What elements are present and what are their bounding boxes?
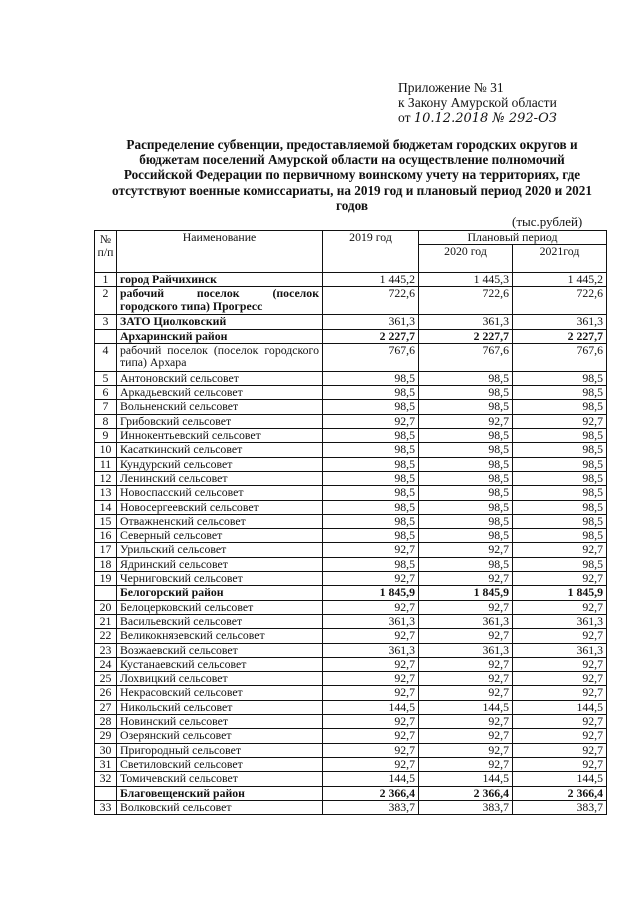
value-2019: 98,5 [323,443,419,457]
value-2021: 92,7 [513,543,607,557]
row-number: 2 [95,287,117,315]
row-number: 15 [95,514,117,528]
table-district-row [95,586,607,600]
row-name: Новинский сельсовет [117,715,323,729]
row-name: город Райчихинск [117,273,323,287]
table-row [95,471,607,485]
value-2019: 92,7 [323,600,419,614]
row-number: 1 [95,273,117,287]
value-2021: 722,6 [513,287,607,315]
value-2019: 383,7 [323,800,419,814]
value-2019: 722,6 [323,287,419,315]
value-2020: 92,7 [419,600,513,614]
row-name: Грибовский сельсовет [117,414,323,428]
row-name: Кустанаевский сельсовет [117,657,323,671]
table-row [95,386,607,400]
row-number: 22 [95,629,117,643]
value-2021: 92,7 [513,715,607,729]
value-2021: 92,7 [513,572,607,586]
value-2020: 98,5 [419,400,513,414]
value-2021: 144,5 [513,772,607,786]
row-number: 27 [95,700,117,714]
row-name: Урильский сельсовет [117,543,323,557]
table-district-row [95,786,607,800]
table-row [95,643,607,657]
row-name: ЗАТО Циолковский [117,315,323,329]
value-2021: 98,5 [513,500,607,514]
table-row [95,772,607,786]
value-2020: 722,6 [419,287,513,315]
header-2021: 2021год [513,245,607,273]
value-2021: 98,5 [513,486,607,500]
value-2020: 767,6 [419,343,513,371]
table-row [95,343,607,371]
value-2019: 98,5 [323,471,419,485]
value-2019: 144,5 [323,700,419,714]
row-name: Черниговский сельсовет [117,572,323,586]
table-row [95,672,607,686]
value-2020: 98,5 [419,371,513,385]
table-row [95,629,607,643]
value-2019: 98,5 [323,429,419,443]
table-row [95,557,607,571]
value-2020: 98,5 [419,514,513,528]
value-2020: 1 845,9 [419,586,513,600]
value-2019: 92,7 [323,715,419,729]
value-2019: 98,5 [323,457,419,471]
value-2019: 92,7 [323,414,419,428]
table-row [95,514,607,528]
appendix-block [398,80,557,126]
row-number: 23 [95,643,117,657]
row-number: 32 [95,772,117,786]
value-2019: 1 845,9 [323,586,419,600]
value-2019: 92,7 [323,543,419,557]
value-2021: 1 845,9 [513,586,607,600]
value-2019: 98,5 [323,557,419,571]
value-2020: 92,7 [419,757,513,771]
row-name: Васильевский сельсовет [117,614,323,628]
value-2021: 361,3 [513,643,607,657]
value-2019: 98,5 [323,529,419,543]
value-2019: 92,7 [323,572,419,586]
value-2020: 98,5 [419,457,513,471]
value-2021: 92,7 [513,629,607,643]
row-number: 30 [95,743,117,757]
value-2019: 2 227,7 [323,329,419,343]
value-2019: 92,7 [323,672,419,686]
table-row [95,600,607,614]
table-row [95,715,607,729]
value-2021: 383,7 [513,800,607,814]
value-2020: 2 227,7 [419,329,513,343]
value-2020: 92,7 [419,543,513,557]
value-2021: 92,7 [513,729,607,743]
value-2021: 98,5 [513,514,607,528]
value-2020: 361,3 [419,614,513,628]
value-2019: 2 366,4 [323,786,419,800]
row-number: 9 [95,429,117,443]
row-number: 26 [95,686,117,700]
value-2020: 98,5 [419,557,513,571]
value-2020: 92,7 [419,572,513,586]
value-2021: 1 445,2 [513,273,607,287]
row-number: 16 [95,529,117,543]
value-2020: 92,7 [419,657,513,671]
table-body [95,273,607,815]
row-name: Архаринский район [117,329,323,343]
table-row [95,287,607,315]
value-2019: 92,7 [323,729,419,743]
row-number: 25 [95,672,117,686]
row-name: Светиловский сельсовет [117,757,323,771]
value-2020: 92,7 [419,686,513,700]
table-row [95,457,607,471]
table-row [95,414,607,428]
table-row [95,443,607,457]
value-2019: 98,5 [323,371,419,385]
value-2021: 361,3 [513,315,607,329]
table-row [95,686,607,700]
value-2020: 98,5 [419,386,513,400]
appendix-date-prefix: от [398,110,411,125]
value-2019: 98,5 [323,486,419,500]
table-row [95,371,607,385]
value-2021: 2 227,7 [513,329,607,343]
table-row [95,315,607,329]
value-2019: 361,3 [323,315,419,329]
row-name: Антоновский сельсовет [117,371,323,385]
row-name: Аркадьевский сельсовет [117,386,323,400]
table-row [95,700,607,714]
value-2020: 92,7 [419,729,513,743]
value-2020: 98,5 [419,443,513,457]
value-2020: 98,5 [419,429,513,443]
row-number: 13 [95,486,117,500]
table-row [95,500,607,514]
row-name: Вольненский сельсовет [117,400,323,414]
appendix-date-line [398,110,557,126]
row-name: Волковский сельсовет [117,800,323,814]
row-number: 14 [95,500,117,514]
value-2019: 98,5 [323,514,419,528]
table-row [95,743,607,757]
value-2020: 1 445,3 [419,273,513,287]
appendix-law: к Закону Амурской области [398,95,557,110]
value-2019: 98,5 [323,400,419,414]
value-2019: 92,7 [323,629,419,643]
row-number: 19 [95,572,117,586]
row-number: 5 [95,371,117,385]
value-2020: 92,7 [419,743,513,757]
value-2019: 361,3 [323,614,419,628]
value-2021: 98,5 [513,457,607,471]
appendix-number: Приложение № 31 [398,80,504,95]
value-2019: 92,7 [323,686,419,700]
units-label: (тыс.рублей) [512,214,583,229]
table-row [95,757,607,771]
row-number: 18 [95,557,117,571]
row-number: 24 [95,657,117,671]
table-row [95,543,607,557]
row-name: Некрасовский сельсовет [117,686,323,700]
row-name: Благовещенский район [117,786,323,800]
value-2019: 98,5 [323,500,419,514]
row-number: 8 [95,414,117,428]
row-name: Томичевский сельсовет [117,772,323,786]
value-2019: 92,7 [323,743,419,757]
value-2021: 92,7 [513,743,607,757]
value-2021: 361,3 [513,614,607,628]
value-2020: 98,5 [419,471,513,485]
row-name: Ядринский сельсовет [117,557,323,571]
table-row [95,729,607,743]
value-2019: 92,7 [323,657,419,671]
table-row [95,657,607,671]
row-name: Кундурский сельсовет [117,457,323,471]
value-2020: 92,7 [419,629,513,643]
value-2021: 767,6 [513,343,607,371]
row-number: 4 [95,343,117,371]
value-2020: 92,7 [419,414,513,428]
value-2021: 98,5 [513,371,607,385]
value-2021: 92,7 [513,414,607,428]
table-district-row [95,329,607,343]
row-number: 33 [95,800,117,814]
row-name: Белогорский район [117,586,323,600]
value-2021: 2 366,4 [513,786,607,800]
value-2021: 98,5 [513,557,607,571]
row-number: 28 [95,715,117,729]
value-2021: 98,5 [513,400,607,414]
table-row [95,486,607,500]
row-number: 6 [95,386,117,400]
row-number: 11 [95,457,117,471]
value-2020: 92,7 [419,715,513,729]
value-2020: 98,5 [419,500,513,514]
value-2021: 98,5 [513,471,607,485]
row-number: 10 [95,443,117,457]
value-2019: 767,6 [323,343,419,371]
row-name: Озерянский сельсовет [117,729,323,743]
row-name: Иннокентьевский сельсовет [117,429,323,443]
row-number: 12 [95,471,117,485]
row-number: 31 [95,757,117,771]
row-number: 20 [95,600,117,614]
table-row [95,400,607,414]
value-2021: 92,7 [513,657,607,671]
row-name: Новосергеевский сельсовет [117,500,323,514]
value-2020: 2 366,4 [419,786,513,800]
value-2019: 361,3 [323,643,419,657]
header-2020: 2020 год [419,245,513,273]
value-2019: 92,7 [323,757,419,771]
row-name: Лохвицкий сельсовет [117,672,323,686]
row-number [95,786,117,800]
value-2021: 98,5 [513,429,607,443]
value-2021: 92,7 [513,757,607,771]
value-2020: 98,5 [419,486,513,500]
table-row [95,800,607,814]
table-row [95,529,607,543]
row-name: Никольский сельсовет [117,700,323,714]
value-2019: 98,5 [323,386,419,400]
appendix-handwritten-date: 10.12.2018 № 292-ОЗ [413,111,557,126]
row-name: рабочий поселок (поселок городского типа) Архара [117,343,323,371]
row-name: Ленинский сельсовет [117,471,323,485]
table-row [95,572,607,586]
value-2019: 144,5 [323,772,419,786]
row-name: Северный сельсовет [117,529,323,543]
value-2020: 361,3 [419,643,513,657]
header-planned: Плановый период [419,231,607,245]
value-2021: 98,5 [513,443,607,457]
value-2019: 1 445,2 [323,273,419,287]
row-name: Возжаевский сельсовет [117,643,323,657]
row-name: Касаткинский сельсовет [117,443,323,457]
header-num: № п/п [95,231,117,273]
row-number [95,586,117,600]
value-2020: 144,5 [419,772,513,786]
table-row [95,429,607,443]
row-name: Белоцерковский сельсовет [117,600,323,614]
row-number: 7 [95,400,117,414]
row-number: 3 [95,315,117,329]
row-number: 29 [95,729,117,743]
table-row [95,614,607,628]
row-number: 17 [95,543,117,557]
value-2020: 144,5 [419,700,513,714]
value-2020: 361,3 [419,315,513,329]
value-2021: 92,7 [513,686,607,700]
subvention-table [94,230,607,815]
value-2021: 144,5 [513,700,607,714]
value-2021: 98,5 [513,529,607,543]
row-name: Пригородный сельсовет [117,743,323,757]
value-2020: 98,5 [419,529,513,543]
row-name: Великокнязевский сельсовет [117,629,323,643]
row-number [95,329,117,343]
value-2021: 92,7 [513,600,607,614]
row-number: 21 [95,614,117,628]
header-name: Наименование [117,231,323,273]
document-title: Распределение субвенции, предоставляемой бюджетам городских округов и бюджетам поселений Амурской области на осуществление полномочий Российской Федерации по первичному воинскому учету на территориях, где отсутствуют военные комиссариаты, на 2019 год и плановый период 2020 и 2021 годов [112,137,592,213]
header-2019: 2019 год [323,231,419,273]
value-2021: 92,7 [513,672,607,686]
value-2021: 98,5 [513,386,607,400]
table-row [95,273,607,287]
value-2020: 92,7 [419,672,513,686]
value-2020: 383,7 [419,800,513,814]
row-name: Новоспасский сельсовет [117,486,323,500]
row-name: рабочий поселок (поселок городского типа) Прогресс [117,287,323,315]
row-name: Отважненский сельсовет [117,514,323,528]
